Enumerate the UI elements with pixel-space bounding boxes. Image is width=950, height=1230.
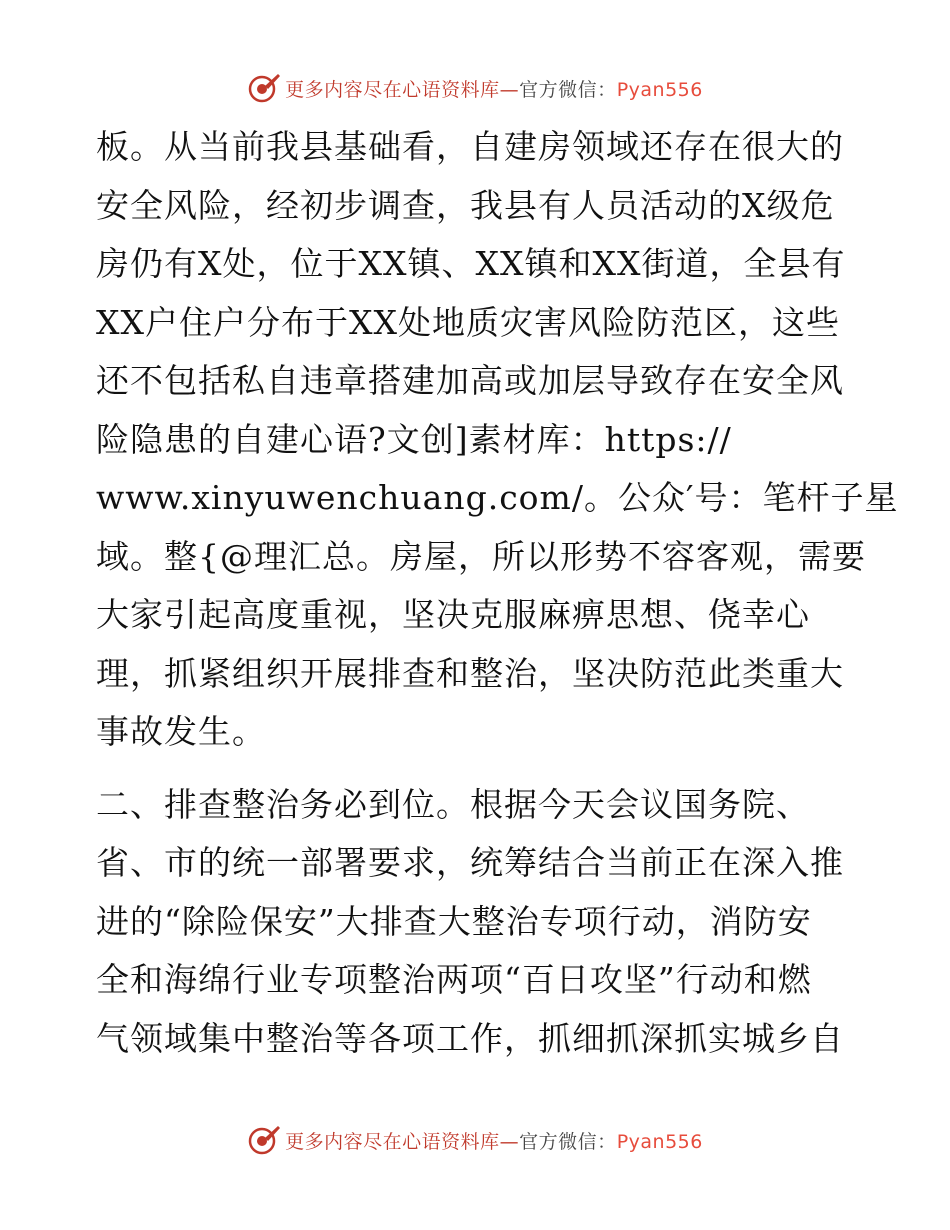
pen-logo-icon bbox=[247, 71, 281, 105]
banner-wechat-label: 官方微信： bbox=[519, 78, 617, 101]
banner-text bbox=[285, 1127, 703, 1154]
text-line: 大家引起高度重视，坚决克服麻痹思想、侥幸心 bbox=[96, 595, 810, 634]
banner-main-text: 更多内容尽在心语资料库 bbox=[285, 1130, 500, 1153]
text-line: 省、市的统一部署要求，统筹结合当前正在深入推 bbox=[96, 843, 844, 882]
text-line: 险隐患的自建心语?文创]素材库：https:// bbox=[96, 419, 732, 459]
text-line: 域。整{@理汇总。房屋，所以形势不容客观，需要 bbox=[96, 536, 866, 576]
banner-wechat-id: Pyan556 bbox=[616, 1130, 703, 1153]
text-line: 全和海绵行业专项整治两项“百日攻坚”行动和燃 bbox=[96, 960, 812, 999]
banner-wechat-id: Pyan556 bbox=[616, 78, 703, 101]
text-line: 事故发生。 bbox=[96, 712, 266, 751]
footer-banner bbox=[0, 1120, 950, 1160]
text-line: XX户住户分布于XX处地质灾害风险防范区，这些 bbox=[96, 302, 840, 342]
banner-dash: — bbox=[499, 78, 520, 101]
banner-text bbox=[285, 75, 703, 102]
text-line: www.xinyuwenchuang.com/。公众′号：笔杆子星 bbox=[96, 478, 899, 517]
banner-main-text: 更多内容尽在心语资料库 bbox=[285, 78, 500, 101]
text-line: 理，抓紧组织开展排查和整治，坚决防范此类重大 bbox=[96, 653, 844, 693]
text-line: 房仍有X处，位于XX镇、XX镇和XX街道，全县有 bbox=[96, 244, 846, 283]
text-line: 板。从当前我县基础看，自建房领域还存在很大的 bbox=[96, 127, 844, 166]
text-line: 还不包括私自违章搭建加高或加层导致存在安全风 bbox=[96, 361, 844, 400]
text-line: 二、排查整治务必到位。根据今天会议国务院、 bbox=[96, 784, 810, 824]
header-banner bbox=[0, 68, 950, 108]
document-body bbox=[96, 118, 899, 1068]
text-line: 气领域集中整治等各项工作，抓细抓深抓实城乡自 bbox=[96, 1018, 844, 1058]
paragraph-gap bbox=[96, 762, 856, 776]
text-line: 进的“除险保安”大排查大整治专项行动，消防安 bbox=[96, 901, 812, 941]
banner-wechat-label: 官方微信： bbox=[519, 1130, 617, 1153]
text-line: 安全风险，经初步调查，我县有人员活动的X级危 bbox=[96, 185, 835, 225]
pen-logo-icon bbox=[247, 1123, 281, 1157]
banner-dash: — bbox=[499, 1130, 520, 1153]
